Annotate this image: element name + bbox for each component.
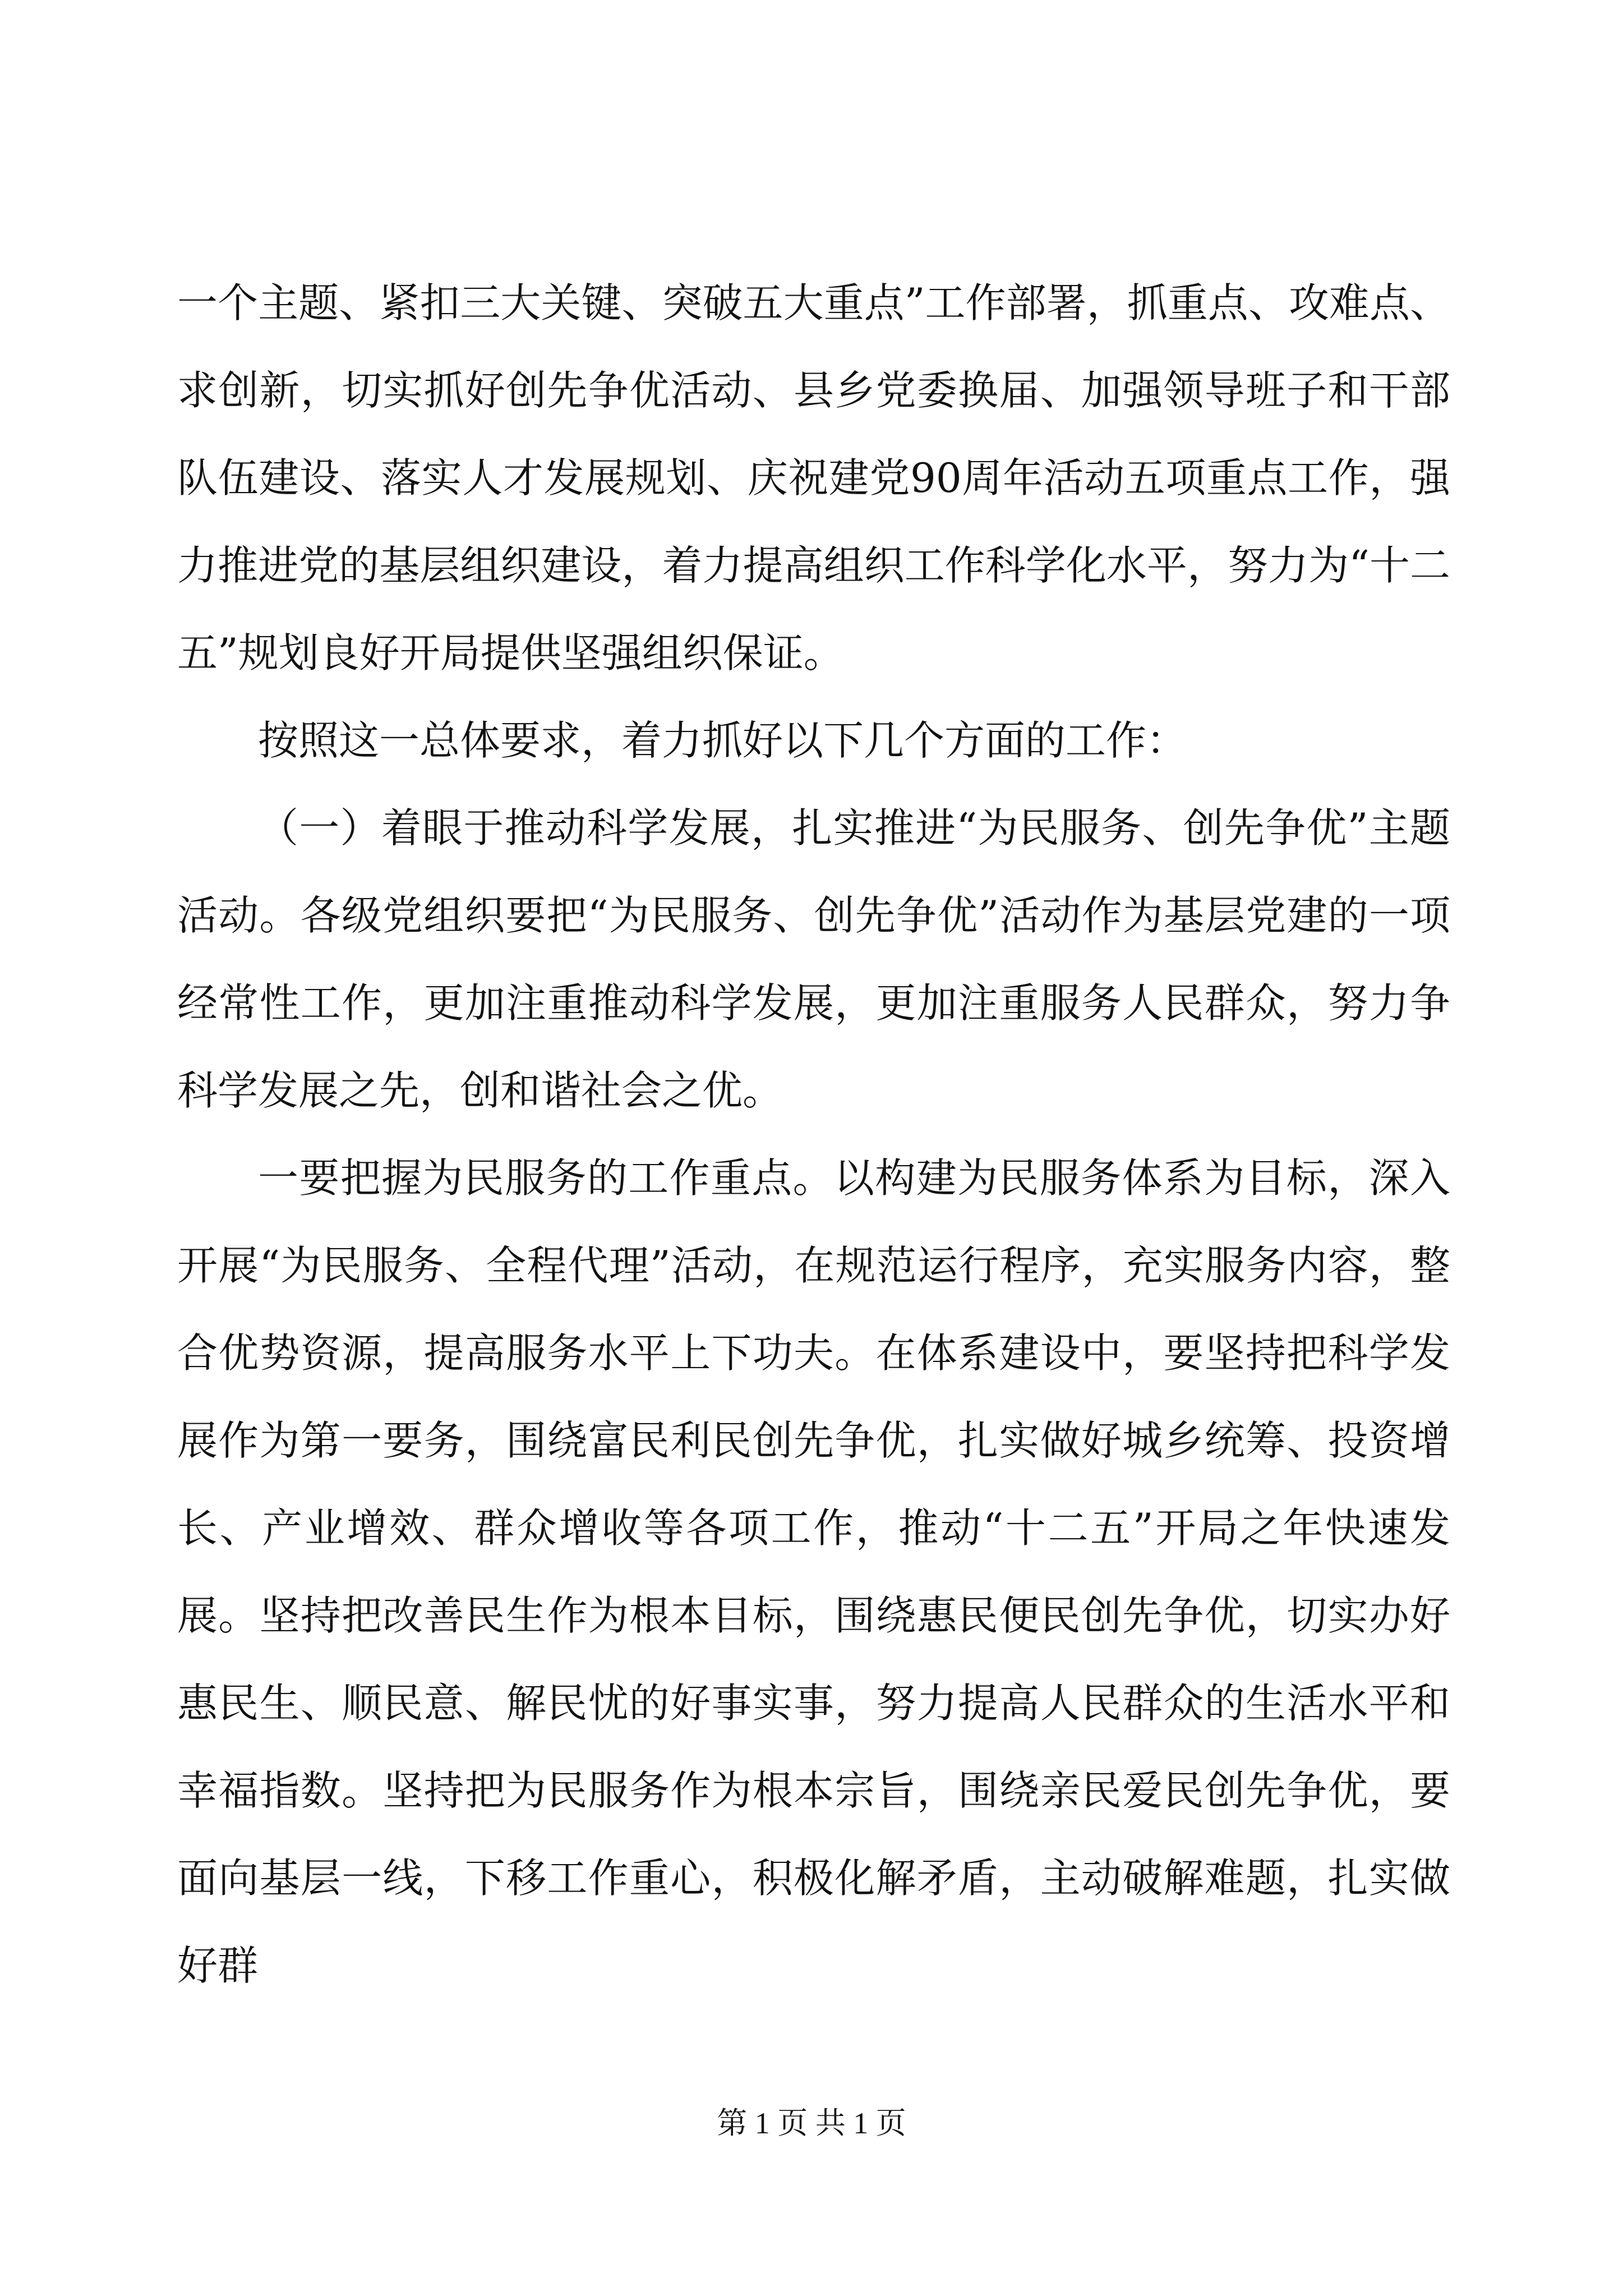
paragraph-service-focus: 一要把握为民服务的工作重点。以构建为民服务体系为目标，深入开展“为民服务、全程代理”活动，在规范运行程序，充实服务内容，整合优势资源，提高服务水平上下功夫。在体系建设中，要坚持把科学发展作为第一要务，围绕富民利民创先争优，扎实做好城乡统筹、投资增长、产业增效、群众增收等各项工作，推动“十二五”开局之年快速发展。坚持把改善民生作为根本目标，围绕惠民便民创先争优，切实办好惠民生、顺民意、解民忧的好事实事，努力提高人民群众的生活水平和幸福指数。坚持把为民服务作为根本宗旨，围绕亲民爱民创先争优，要面向基层一线，下移工作重心，积极化解矛盾，主动破解难题，扎实做好群	[177, 1154, 1450, 1989]
paragraph-overall-requirement: 按照这一总体要求，着力抓好以下几个方面的工作：	[258, 717, 1187, 764]
document-body	[177, 259, 1450, 2009]
page-footer: 第 1 页 共 1 页	[717, 2106, 906, 2140]
paragraph-continued: 一个主题、紧扣三大关键、突破五大重点”工作部署，抓重点、攻难点、求创新，切实抓好创先争优活动、县乡党委换届、加强领导班子和干部队伍建设、落实人才发展规划、庆祝建党90周年活动五项重点工作，强力推进党的基层组织建设，着力提高组织工作科学化水平，努力为“十二五”规划良好开局提供坚强组织保证。	[177, 279, 1450, 677]
paragraph-section-one: （一）着眼于推动科学发展，扎实推进“为民服务、创先争优”主题活动。各级党组织要把“为民服务、创先争优”活动作为基层党建的一项经常性工作，更加注重推动科学发展，更加注重服务人民群众，努力争科学发展之先，创和谐社会之优。	[177, 804, 1450, 1114]
